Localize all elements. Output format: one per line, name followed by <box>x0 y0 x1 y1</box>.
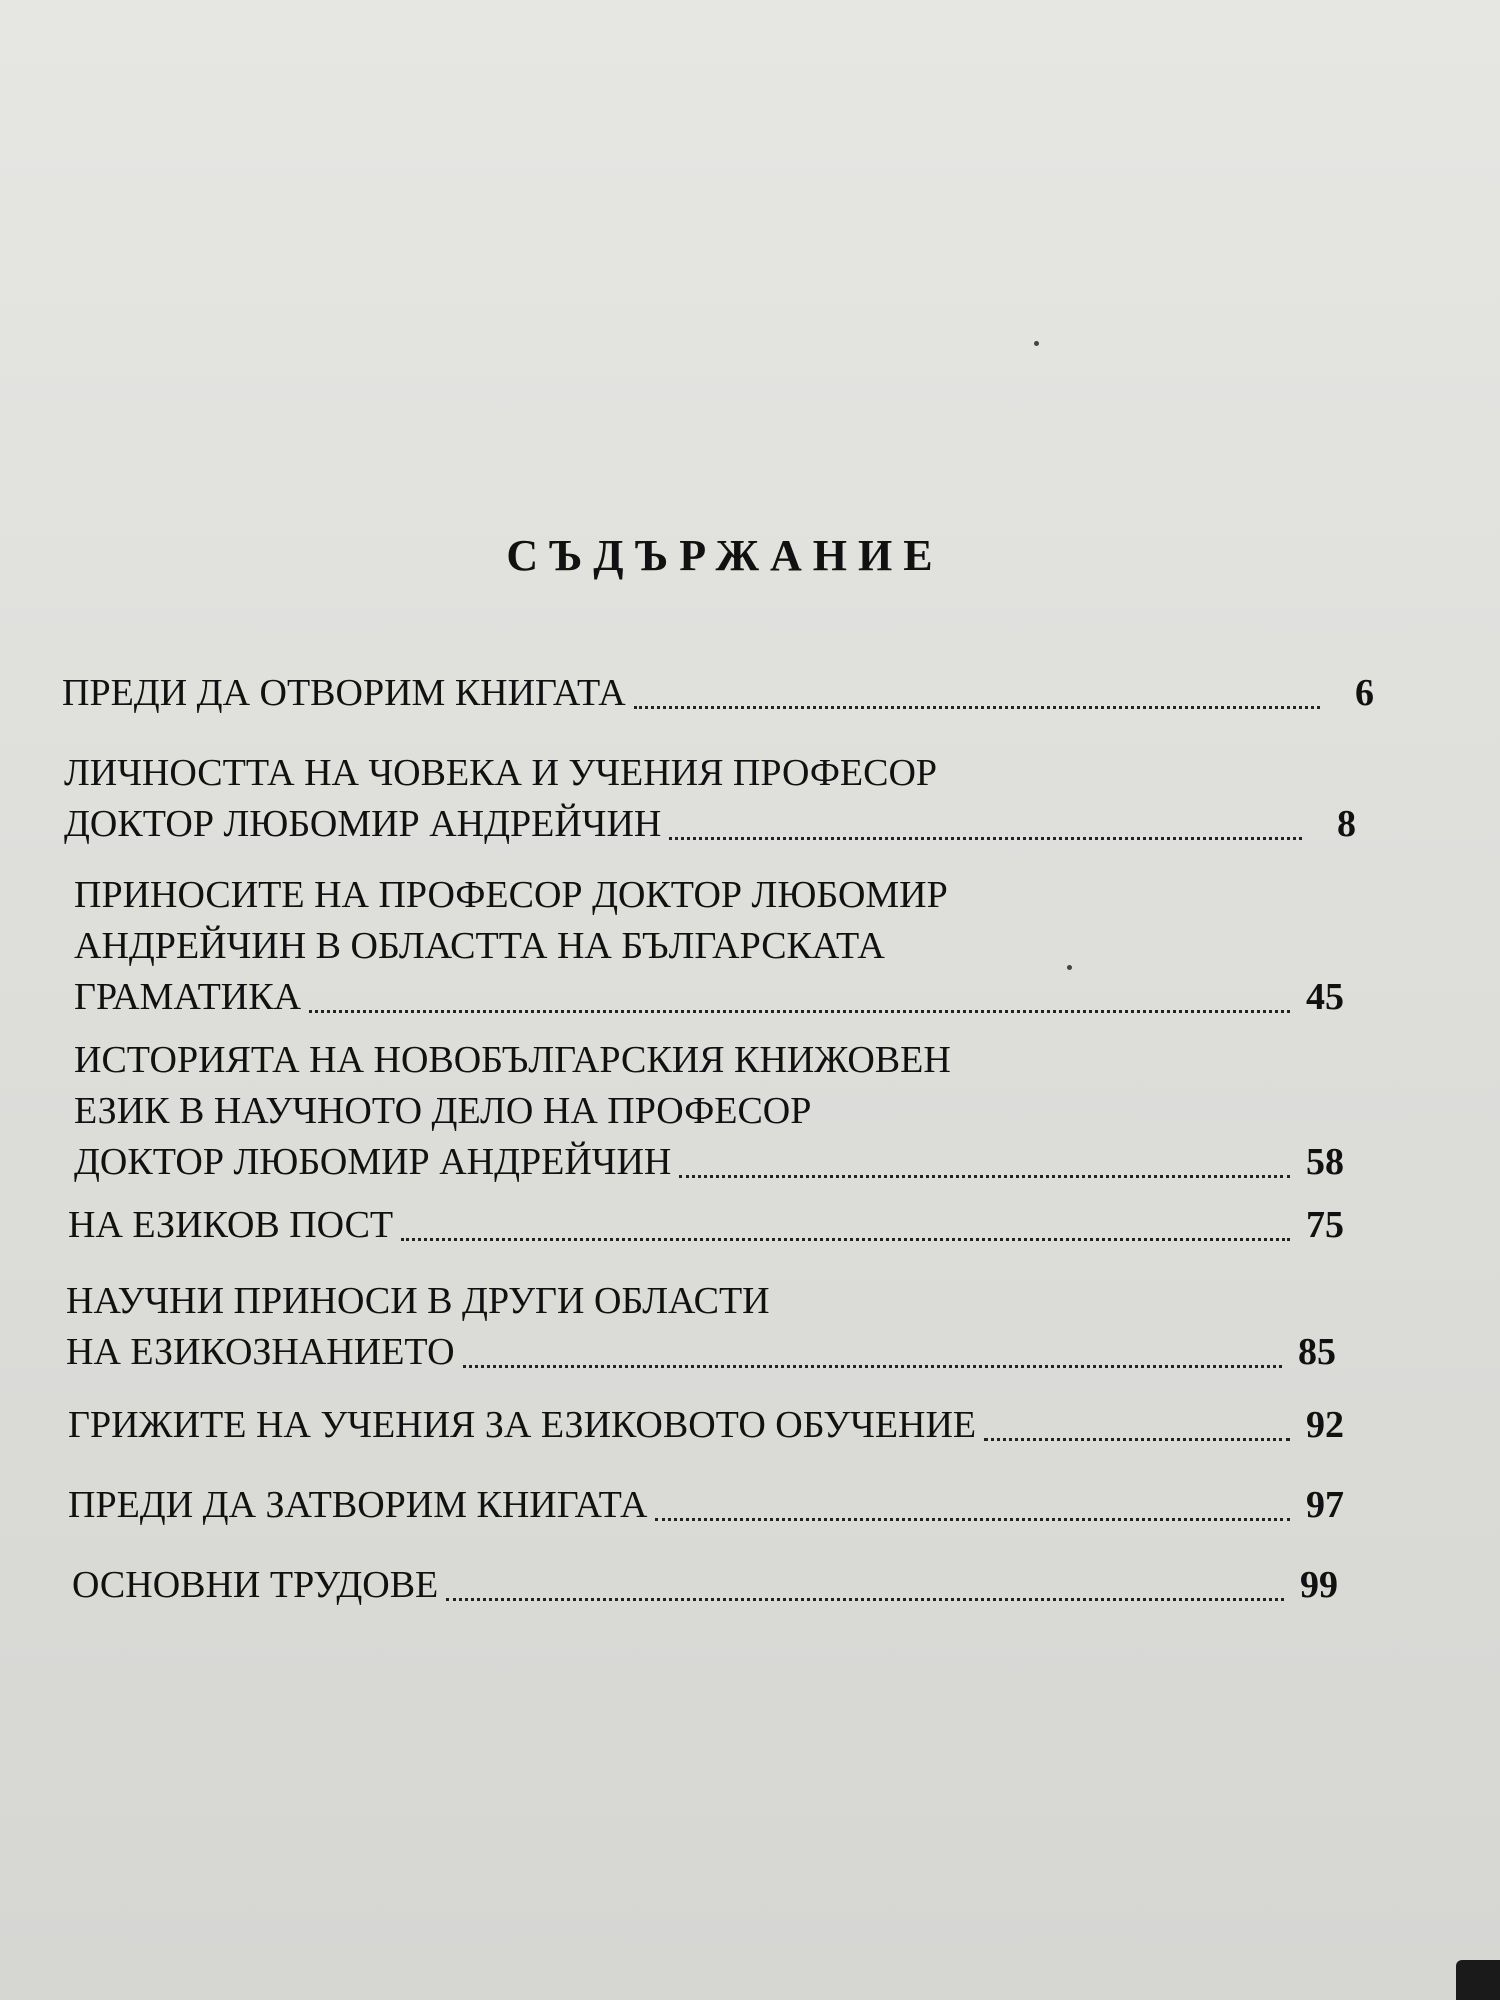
toc-entry-title-line: ПРИНОСИТЕ НА ПРОФЕСОР ДОКТОР ЛЮБОМИР <box>74 874 948 916</box>
toc-page-number: 97 <box>1306 1484 1344 1526</box>
toc-page-number: 8 <box>1337 803 1356 845</box>
toc-entry-title-line: НА ЕЗИКОВ ПОСТ <box>68 1204 394 1246</box>
dot-leader <box>446 1590 1284 1601</box>
toc-entry-title-line: ДОКТОР ЛЮБОМИР АНДРЕЙЧИН <box>74 1141 672 1183</box>
toc-entry-title-line: ГРАМАТИКА <box>74 976 302 1018</box>
toc-entry-title-line: ПРЕДИ ДА ОТВОРИМ КНИГАТА <box>62 672 626 714</box>
dot-leader <box>669 829 1302 840</box>
toc-entry-title-line: ИСТОРИЯТА НА НОВОБЪЛГАРСКИЯ КНИЖОВЕН <box>74 1039 951 1081</box>
paper-speck <box>1034 341 1039 346</box>
page-edge-tab <box>1456 1960 1500 2000</box>
toc-entry-title-line: НАУЧНИ ПРИНОСИ В ДРУГИ ОБЛАСТИ <box>66 1280 770 1322</box>
toc-entry-title-line: НА ЕЗИКОЗНАНИЕТО <box>66 1331 455 1373</box>
toc-page-number: 45 <box>1306 976 1344 1018</box>
dot-leader <box>634 698 1320 709</box>
toc-entry-title-line: ОСНОВНИ ТРУДОВЕ <box>72 1564 439 1606</box>
toc-page-number: 99 <box>1300 1564 1338 1606</box>
toc-page-number: 92 <box>1306 1404 1344 1446</box>
dot-leader <box>655 1510 1290 1521</box>
dot-leader <box>984 1430 1290 1441</box>
toc-page-number: 58 <box>1306 1141 1344 1183</box>
toc-title: СЪДЪРЖАНИЕ <box>506 531 944 580</box>
toc-page-number: 85 <box>1298 1331 1336 1373</box>
toc-entry-title-line: ДОКТОР ЛЮБОМИР АНДРЕЙЧИН <box>64 803 662 845</box>
toc-entry-title-line: ПРЕДИ ДА ЗАТВОРИМ КНИГАТА <box>68 1484 648 1526</box>
paper-speck <box>1067 965 1072 970</box>
dot-leader <box>309 1002 1290 1013</box>
dot-leader <box>401 1230 1290 1241</box>
toc-entry-title-line: ЕЗИК В НАУЧНОТО ДЕЛО НА ПРОФЕСОР <box>74 1090 812 1132</box>
dot-leader <box>463 1357 1282 1368</box>
toc-entry-title-line: ГРИЖИТЕ НА УЧЕНИЯ ЗА ЕЗИКОВОТО ОБУЧЕНИЕ <box>68 1404 977 1446</box>
toc-entry-title-line: АНДРЕЙЧИН В ОБЛАСТТА НА БЪЛГАРСКАТА <box>74 925 885 967</box>
toc-page-number: 6 <box>1355 672 1374 714</box>
dot-leader <box>679 1167 1290 1178</box>
toc-page-number: 75 <box>1306 1204 1344 1246</box>
toc-entry-title-line: ЛИЧНОСТТА НА ЧОВЕКА И УЧЕНИЯ ПРОФЕСОР <box>64 752 938 794</box>
